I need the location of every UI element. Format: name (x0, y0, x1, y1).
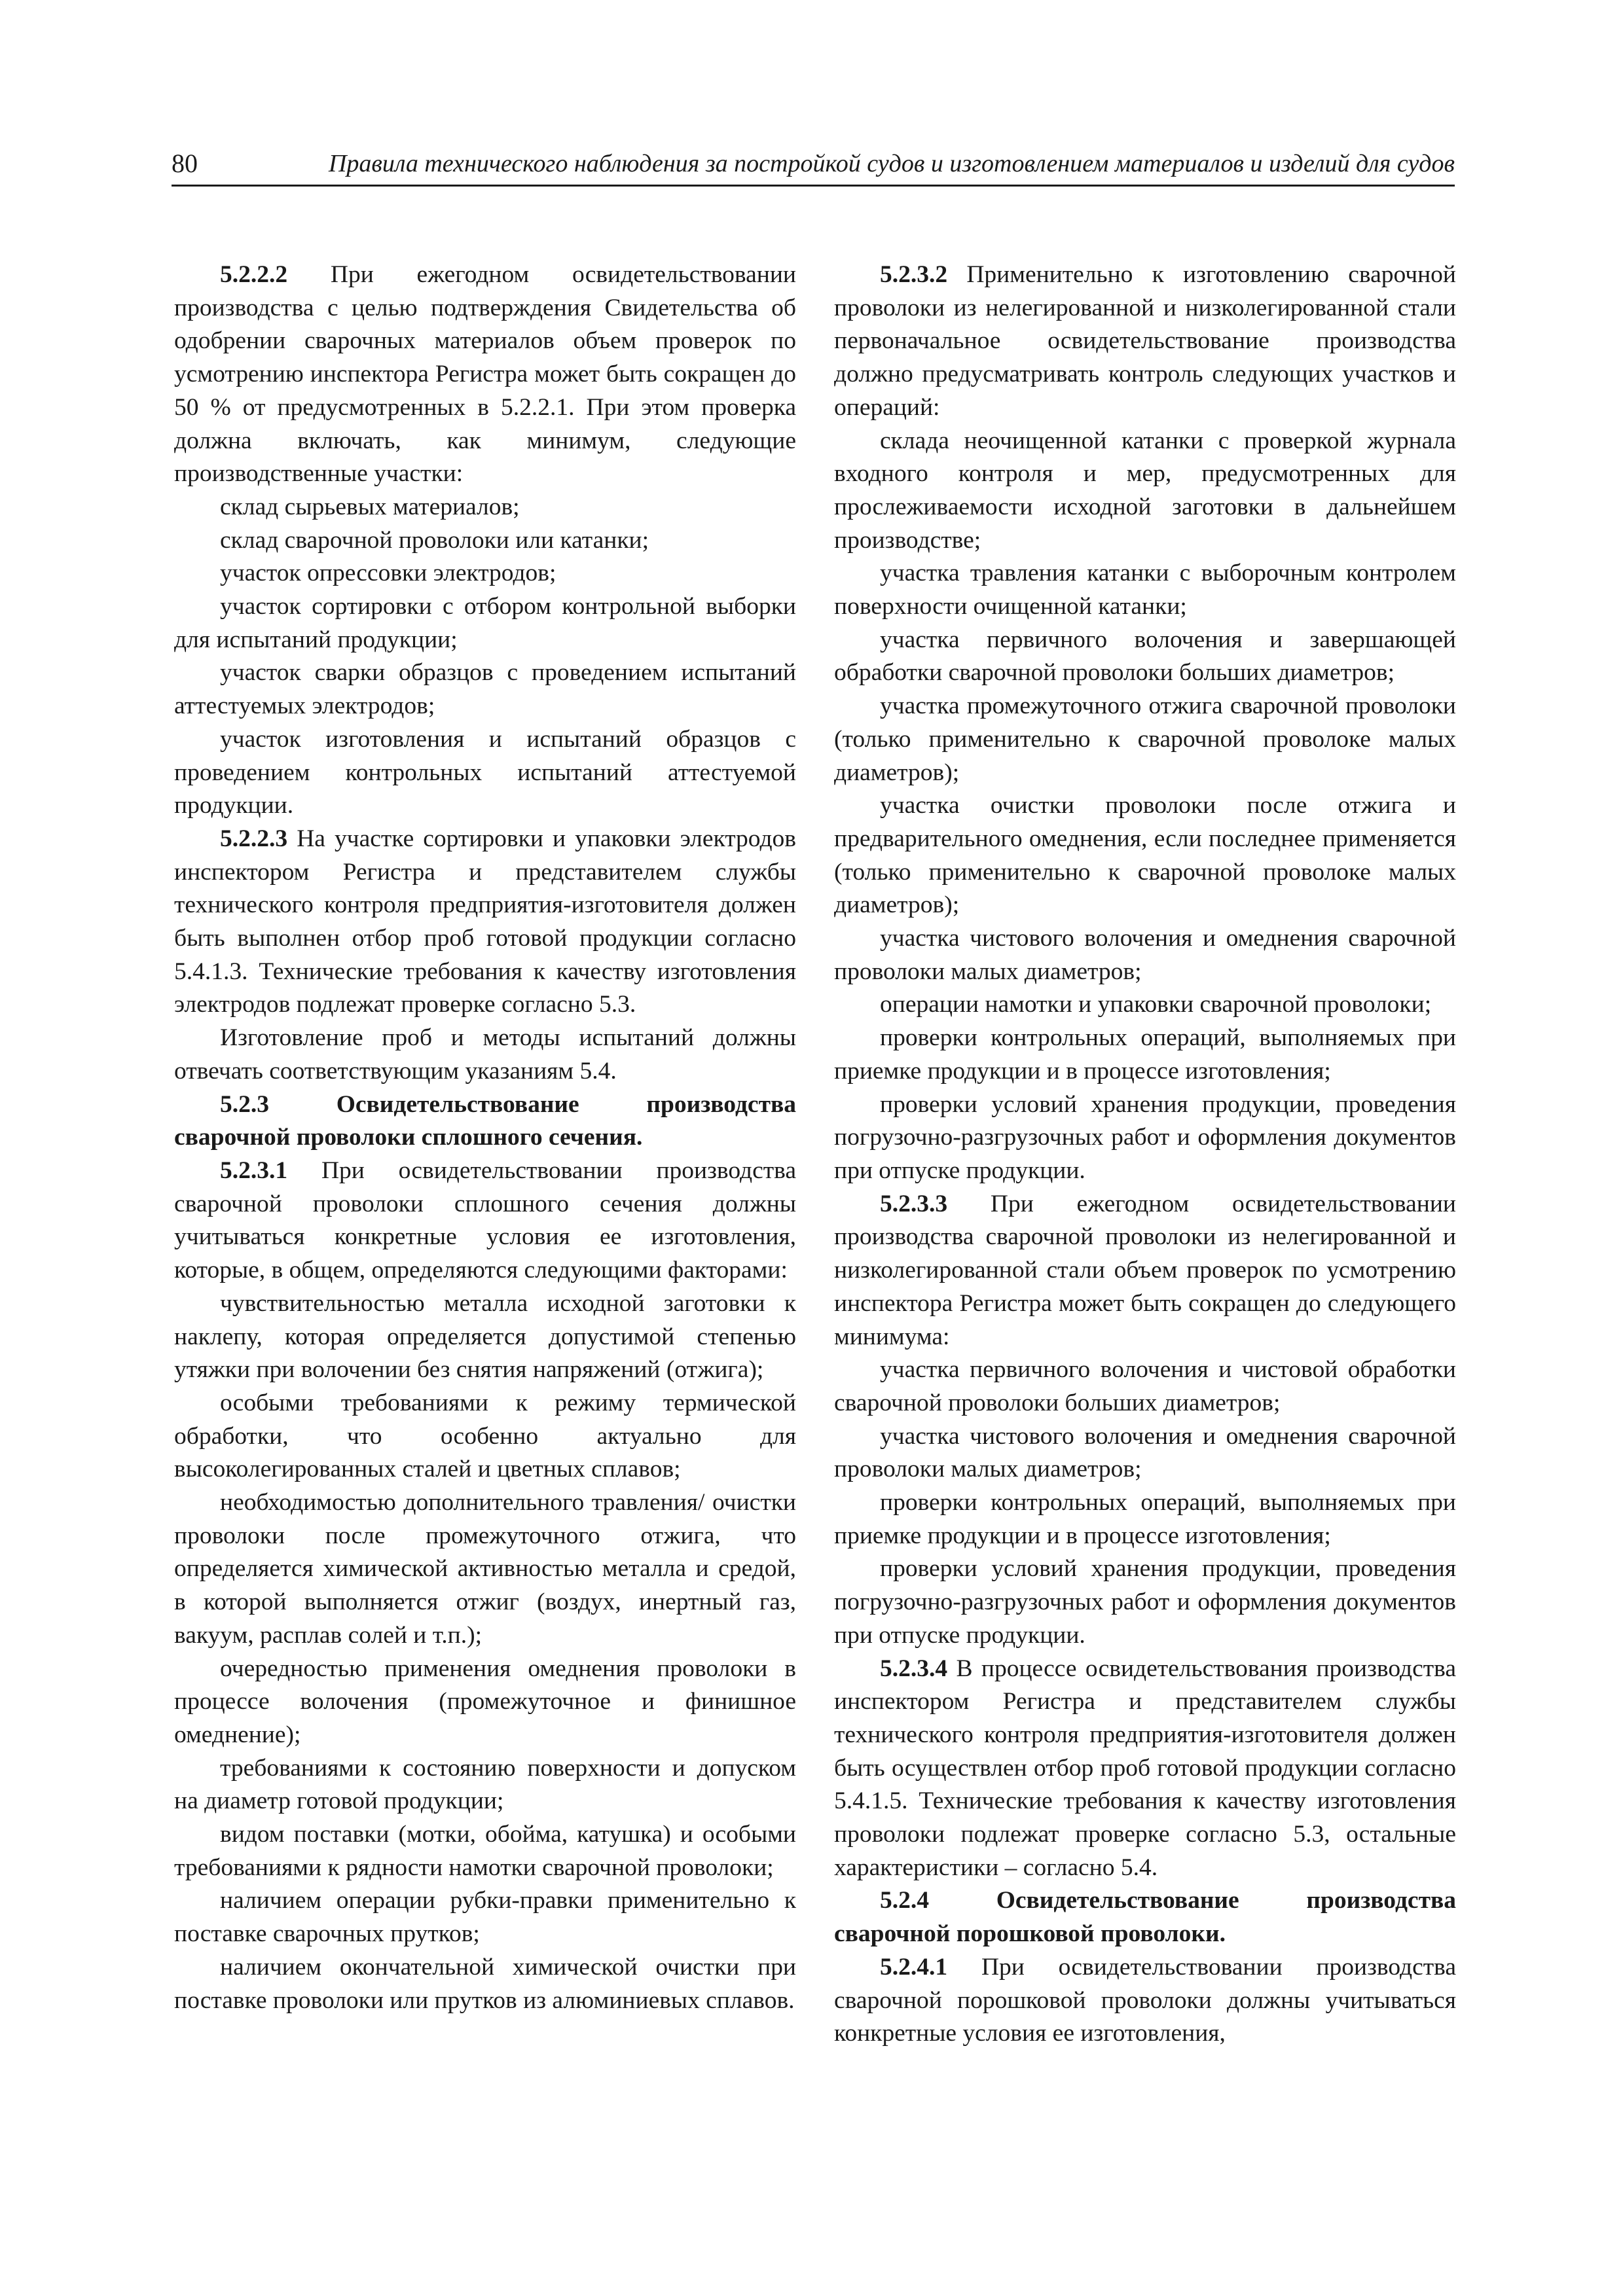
left-column (174, 259, 796, 2017)
paragraph (174, 1088, 796, 1155)
paragraph-text: очередностью применения омеднения проволоки в процессе волочения (промежуточное и финишное омеднение); (174, 1655, 796, 1748)
paragraph-text: Применительно к изготовлению сварочной проволоки из нелегированной и низколегированной стали первоначальное освидетельствование производства должно предусматривать контроль следующих участков и операций: (834, 261, 1456, 421)
paragraph (174, 823, 796, 1022)
running-title: Правила технического наблюдения за постройкой судов и изготовлением материалов и изделий для судов (328, 150, 1455, 177)
paragraph-text: участка первичного волочения и завершающей обработки сварочной проволоки больших диаметров; (834, 626, 1456, 687)
clause-number: 5.2.4 Освидетельствование производства сварочной порошковой проволоки. (834, 1887, 1456, 1948)
paragraph-text: склад сырьевых материалов; (220, 493, 520, 520)
paragraph (834, 1653, 1456, 1885)
paragraph (834, 259, 1456, 425)
paragraph-text: проверки контрольных операций, выполняемых при приемке продукции и в процессе изготовления; (834, 1024, 1456, 1085)
page-header (172, 145, 1455, 187)
paragraph (834, 789, 1456, 922)
paragraph-text: склад сварочной проволоки или катанки; (220, 526, 649, 554)
clause-number: 5.2.2.3 (220, 825, 288, 852)
paragraph (834, 922, 1456, 988)
paragraph-text: участок опрессовки электродов; (220, 560, 556, 587)
paragraph (834, 624, 1456, 690)
paragraph-text: участок изготовления и испытаний образцов с проведением контрольных испытаний аттестуемой продукции. (174, 725, 796, 819)
paragraph (174, 590, 796, 656)
paragraph (174, 1486, 796, 1653)
clause-number: 5.2.2.2 (220, 261, 288, 288)
paragraph (834, 1188, 1456, 1354)
page-number: 80 (172, 149, 198, 178)
clause-number: 5.2.3.2 (880, 261, 948, 288)
paragraph-text: проверки контрольных операций, выполняемых при приемке продукции и в процессе изготовления; (834, 1489, 1456, 1549)
paragraph-text: участка промежуточного отжига сварочной проволоки (только применительно к сварочной проволоке малых диаметров); (834, 692, 1456, 786)
paragraph-text: наличием окончательной химической очистки при поставке проволоки или прутков из алюминиевых сплавов. (174, 1953, 796, 2014)
right-column (834, 259, 1456, 2051)
paragraph (174, 1287, 796, 1387)
paragraph (174, 656, 796, 723)
paragraph (834, 1088, 1456, 1188)
paragraph-text: участок сварки образцов с проведением испытаний аттестуемых электродов; (174, 659, 796, 720)
paragraph-text: На участке сортировки и упаковки электродов инспектором Регистра и представителем службы технического контроля предприятия-изготовителя должен быть выполнен отбор проб готовой продукции согласно 5.4.1.3. Технические требования к качеству изготовления электродов подлежат проверке согласно 5.3. (174, 825, 796, 1018)
paragraph (174, 1653, 796, 1752)
paragraph-text: операции намотки и упаковки сварочной проволоки; (880, 991, 1432, 1018)
paragraph (174, 1155, 796, 1287)
paragraph-text: проверки условий хранения продукции, проведения погрузочно-разгрузочных работ и оформления документов при отпуске продукции. (834, 1090, 1456, 1184)
paragraph (834, 1552, 1456, 1652)
clause-number: 5.2.3.3 (880, 1190, 948, 1217)
paragraph-text: особыми требованиями к режиму термической обработки, что особенно актуально для высоколегированных сталей и цветных сплавов; (174, 1389, 796, 1483)
paragraph (834, 1884, 1456, 1950)
paragraph-text: участок сортировки с отбором контрольной выборки для испытаний продукции; (174, 593, 796, 653)
paragraph-text: требованиями к состоянию поверхности и допуском на диаметр готовой продукции; (174, 1754, 796, 1815)
paragraph-text: Изготовление проб и методы испытаний должны отвечать соответствующим указаниям 5.4. (174, 1024, 796, 1085)
paragraph (834, 425, 1456, 558)
paragraph-text: В процессе освидетельствования производства инспектором Регистра и представителем службы технического контроля предприятия-изготовителя должен быть осуществлен отбор проб готовой продукции согласно 5.4.1.5. Технические требования к качеству изготовления проволоки подлежат проверке согласно 5.3, остальные характеристики – согласно 5.4. (834, 1655, 1456, 1881)
clause-number: 5.2.3.1 (220, 1157, 288, 1184)
clause-number: 5.2.3.4 (880, 1655, 948, 1682)
paragraph-text: участка чистового волочения и омеднения сварочной проволоки малых диаметров; (834, 1422, 1456, 1483)
paragraph (834, 1951, 1456, 2051)
paragraph-text: наличием операции рубки-правки применительно к поставке сварочных прутков; (174, 1887, 796, 1948)
clause-number: 5.2.3 Освидетельствование производства сварочной проволоки сплошного сечения. (174, 1090, 796, 1151)
paragraph-text: склада неочищенной катанки с проверкой журнала входного контроля и мер, предусмотренных для прослеживаемости исходной заготовки в дальнейшем производстве; (834, 427, 1456, 554)
paragraph-text: проверки условий хранения продукции, проведения погрузочно-разгрузочных работ и оформления документов при отпуске продукции. (834, 1555, 1456, 1649)
paragraph (174, 557, 796, 590)
paragraph (174, 1884, 796, 1950)
paragraph (834, 557, 1456, 623)
paragraph-text: При освидетельствовании производства сварочной порошковой проволоки должны учитываться конкретные условия ее изготовления, (834, 1953, 1456, 2047)
paragraph (174, 1752, 796, 1818)
paragraph-text: видом поставки (мотки, обойма, катушка) и особыми требованиями к рядности намотки сварочной проволоки; (174, 1821, 796, 1881)
paragraph (174, 1022, 796, 1088)
clause-number: 5.2.4.1 (880, 1953, 948, 1981)
paragraph (174, 259, 796, 491)
paragraph (174, 1818, 796, 1884)
paragraph (834, 1022, 1456, 1088)
paragraph (834, 1420, 1456, 1486)
paragraph-text: необходимостью дополнительного травления/ очистки проволоки после промежуточного отжига, что определяется химической активностью металла и средой, в которой выполняется отжиг (воздух, инертный газ, вакуум, расплав солей и т.п.); (174, 1489, 796, 1649)
paragraph (174, 1387, 796, 1486)
paragraph-text: При ежегодном освидетельствовании производства с целью подтверждения Свидетельства об одобрении сварочных материалов объем проверок по усмотрению инспектора Регистра может быть сокращен до 50 % от предусмотренных в 5.2.2.1. При этом проверка должна включать, как минимум, следующие производственные участки: (174, 261, 796, 488)
paragraph (174, 723, 796, 823)
paragraph-text: участка травления катанки с выборочным контролем поверхности очищенной катанки; (834, 560, 1456, 620)
paragraph-text: При освидетельствовании производства сварочной проволоки сплошного сечения должны учитываться конкретные условия ее изготовления, которые, в общем, определяются следующими факторами: (174, 1157, 796, 1284)
paragraph (174, 524, 796, 558)
paragraph (834, 988, 1456, 1022)
paragraph-text: участка чистового волочения и омеднения сварочной проволоки малых диаметров; (834, 925, 1456, 985)
paragraph (174, 491, 796, 524)
paragraph-text: участка первичного волочения и чистовой обработки сварочной проволоки больших диаметров; (834, 1356, 1456, 1416)
paragraph (834, 1486, 1456, 1552)
paragraph (834, 690, 1456, 789)
paragraph (174, 1951, 796, 2017)
paragraph-text: При ежегодном освидетельствовании производства сварочной проволоки из нелегированной и низколегированной стали объем проверок по усмотрению инспектора Регистра может быть сокращен до следующего минимума: (834, 1190, 1456, 1350)
paragraph-text: чувствительностью металла исходной заготовки к наклепу, которая определяется допустимой степенью утяжки при волочении без снятия напряжений (отжига); (174, 1289, 796, 1384)
paragraph-text: участка очистки проволоки после отжига и предварительного омеднения, если последнее применяется (только применительно к сварочной проволоке малых диаметров); (834, 792, 1456, 919)
paragraph (834, 1354, 1456, 1420)
